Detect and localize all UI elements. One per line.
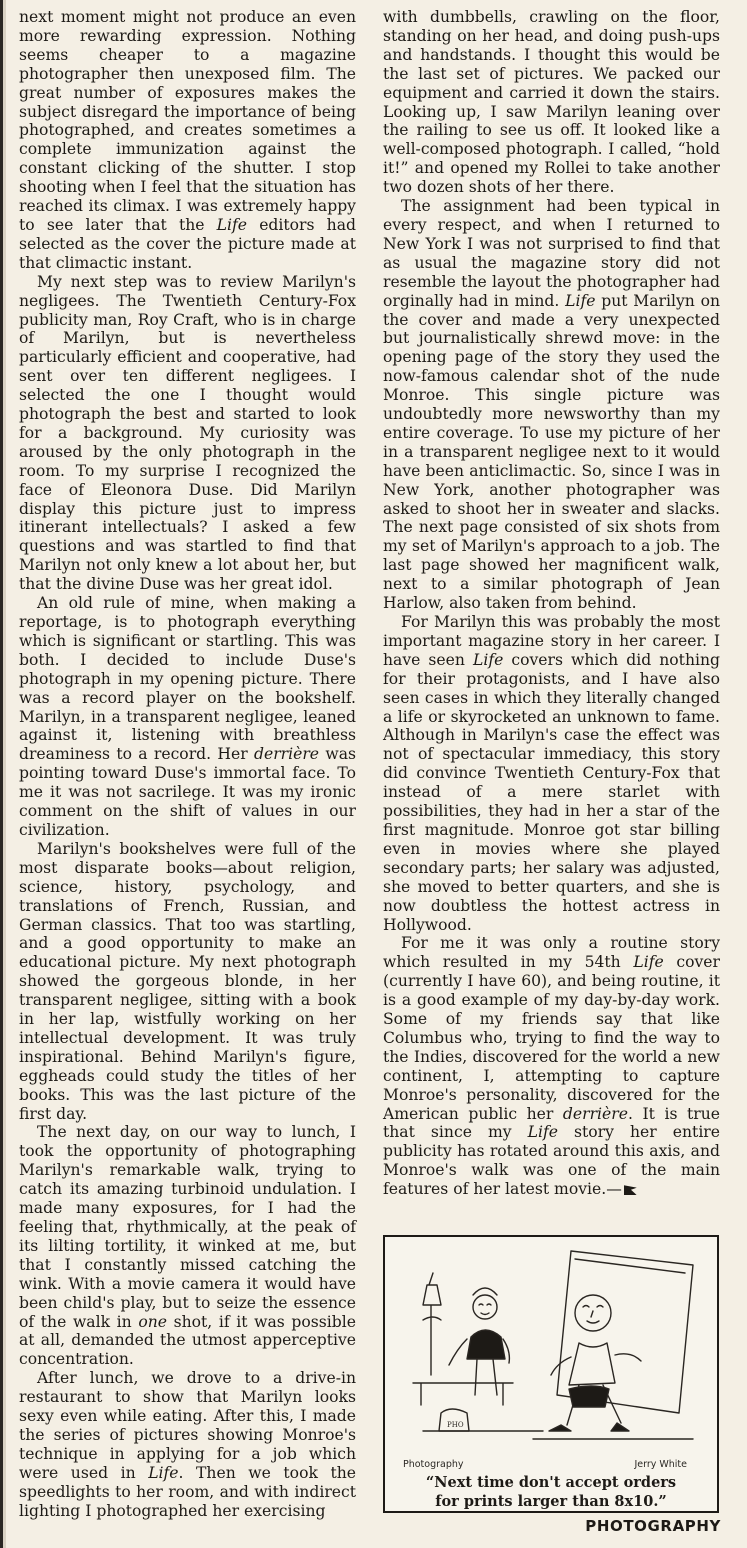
paragraph-text: with dumbbells, crawling on the floor, standing on her head, and doing push-ups and handstands. I thought this would be the last set of pictures. We packed our equipment and carried it down the stairs. Looking up, I saw Marilyn leaning over the railing to see us off. It looked like a well-composed photograph. I called, “hold it!” and opened my Rollei to take another two dozen shots of her there. — [383, 8, 720, 197]
paragraph-text: An old rule of mine, when making a reportage, is to photograph everything which is significant or startling. This was both. I decided to include Duse's photograph in my opening picture. There was a record player on the bookshelf. Marilyn, in a transparent negligee, leaned against it, listening with breathless dreaminess to a record. Her — [19, 594, 356, 764]
paragraph — [383, 613, 720, 934]
italic-text: one — [138, 1312, 167, 1331]
italic-text: Life — [633, 953, 664, 972]
paragraph-text: After lunch, we drove to a drive-in restaurant to show that Marilyn looks sexy even while eating. After this, I made the series of pictures showing Monroe's technique in applying for a job which were used in — [19, 1369, 356, 1482]
paragraph-text: cover (currently I have 60), and being routine, it is a good example of my day-by-day work. Some of my friends say that like Columbus who, trying to find the way to the Indies, discovered for the world a new continent, I, attempting to capture Monroe's personality, discovered for the American public her — [383, 953, 720, 1123]
paragraph — [383, 8, 720, 197]
cartoon-source-label: Photography — [403, 1459, 464, 1470]
end-of-article-icon — [624, 1185, 637, 1195]
italic-text: derrière — [254, 745, 320, 764]
paragraph-text: Marilyn's bookshelves were full of the most disparate books—about religion, science, history, psychology, and translations of French, Russian, and German classics. That too was startling, and a good opportunity to make an educational picture. My next photograph showed the gorgeous blonde, in her transparent negligee, sitting with a book in her lap, wistfully working on her intellectual development. It was truly inspirational. Behind Marilyn's figure, eggheads could study the titles of her books. This was the last picture of the first day. — [19, 839, 356, 1123]
paragraph-text: The assignment had been typical in every respect, and when I returned to New York I was not surprised to find that as usual the magazine story did not resemble the layout the photographer had orginally had in mind. — [383, 197, 720, 310]
italic-text: Life — [527, 1123, 558, 1142]
paragraph-text: next moment might not produce an even more rewarding expression. Nothing seems cheaper to a magazine photographer then unexposed film. The great number of exposures makes the subject disregard the importance of being photographed, and creates sometimes a complete immunization against the constant clicking of the shutter. I stop shooting when I feel that the situation has reached its climax. I was extremely happy to see later that the — [19, 8, 356, 234]
italic-text: derrière — [562, 1104, 628, 1123]
italic-text: Life — [148, 1463, 179, 1482]
cartoon-caption-line-2: for prints larger than 8x10.” — [435, 1493, 667, 1510]
paragraph — [19, 840, 356, 1124]
paragraph-text: was pointing toward Duse's immortal face. To me it was not sacrilege. It was my ironic comment on the shift of values in our civilization. — [19, 745, 356, 839]
cartoon-caption-line-1: “Next time don't accept orders — [425, 1474, 677, 1491]
italic-text: Life — [216, 215, 248, 234]
paragraph-text: covers which did nothing for their protagonists, and I have also seen cases in which they literally changed a life or skyrocketed an unknown to fame. Although in Marilyn's case the effect was not of spectacular immediacy, this story did convince Twentieth Century-Fox that instead of a mere starlet with possibilities, they had in her a star of the first magnitude. Monroe got star billing even in movies where she played secondary parts; her salary was adjusted, she moved to better quarters, and she is now doubtless the hottest actress in Hollywood. — [383, 650, 720, 934]
right-text-column — [383, 8, 720, 1199]
footer-section-label: PHOTOGRAPHY — [585, 1517, 721, 1535]
paragraph-text: put Marilyn on the cover and made a very unexpected but journalistically shrewd move: in the opening page of the story they used the now-famous calendar shot of the nude Monroe. This single picture was undoubtedly more newsworthy than my entire coverage. To use my picture of her in a transparent negligee next to it would have been anticlimactic. So, since I was in New York, another photographer was asked to shoot her in sweater and slacks. The next page consisted of six shots from my set of Marilyn's approach to a job. The last page showed her magnificent walk, next to a similar photograph of Jean Harlow, also taken from behind. — [383, 291, 721, 613]
paragraph-text: For me it was only a routine story which resulted in my 54th — [383, 934, 720, 972]
paragraph-text: . Then we took the speedlights to her room, and with indirect lighting I photographed her exercising — [19, 1463, 356, 1520]
svg-text:PHO: PHO — [447, 1421, 464, 1429]
paragraph-text: The next day, on our way to lunch, I took the opportunity of photographing Marilyn's remarkable walk, trying to catch its amazing turbinoid undulation. I made many exposures, for I had the feeling that, rhythmically, at the peak of its lilting tortility, it winked at me, but that I constantly missed catching the wink. With a movie camera it would have been child's play, but to seize the essence of the walk in — [19, 1123, 356, 1331]
italic-text: Life — [565, 291, 596, 310]
cartoon-illustration — [393, 1245, 709, 1459]
paragraph — [19, 273, 356, 594]
paragraph-text: shot, if it was possible at all, demanded the utmost apperceptive concentration. — [19, 1312, 356, 1369]
cartoon-credit-row — [403, 1459, 687, 1470]
left-text-column — [19, 8, 356, 1521]
paragraph-text: editors had selected as the cover the picture made at that climactic instant. — [19, 215, 357, 272]
paragraph-text: For Marilyn this was probably the most important magazine story in her career. I have seen — [383, 613, 720, 669]
cartoon-artist-label: Jerry White — [634, 1459, 687, 1470]
italic-text: Life — [472, 650, 504, 669]
cartoon-caption — [385, 1473, 717, 1511]
paragraph-text: My next step was to review Marilyn's negligees. The Twentieth Century-Fox publicity man, Roy Craft, who is in charge of Marilyn, but is nevertheless particularly efficient and cooperative, had sent over ten different negligees. I selected the one I thought would photograph the best and started to look for a background. My curiosity was aroused by the only photograph in the room. To my surprise I recognized the face of Eleonora Duse. Did Marilyn display this picture just to impress itinerant intellectuals? I asked a few questions and was startled to find that Marilyn not only knew a lot about her, but that the divine Duse was her great idol. — [19, 272, 356, 594]
paragraph — [19, 1369, 356, 1520]
paragraph — [383, 197, 720, 613]
paragraph — [19, 594, 356, 840]
paragraph — [19, 8, 356, 273]
paragraph-text: . It is true that since my — [383, 1104, 720, 1142]
paragraph — [383, 934, 720, 1199]
page-edge-rule — [0, 0, 6, 1548]
paragraph-text: story her entire publicity has rotated around this axis, and Monroe's walk was one of the main features of her latest movie.— — [383, 1123, 720, 1199]
cartoon-panel — [383, 1235, 719, 1513]
paragraph — [19, 1123, 356, 1369]
